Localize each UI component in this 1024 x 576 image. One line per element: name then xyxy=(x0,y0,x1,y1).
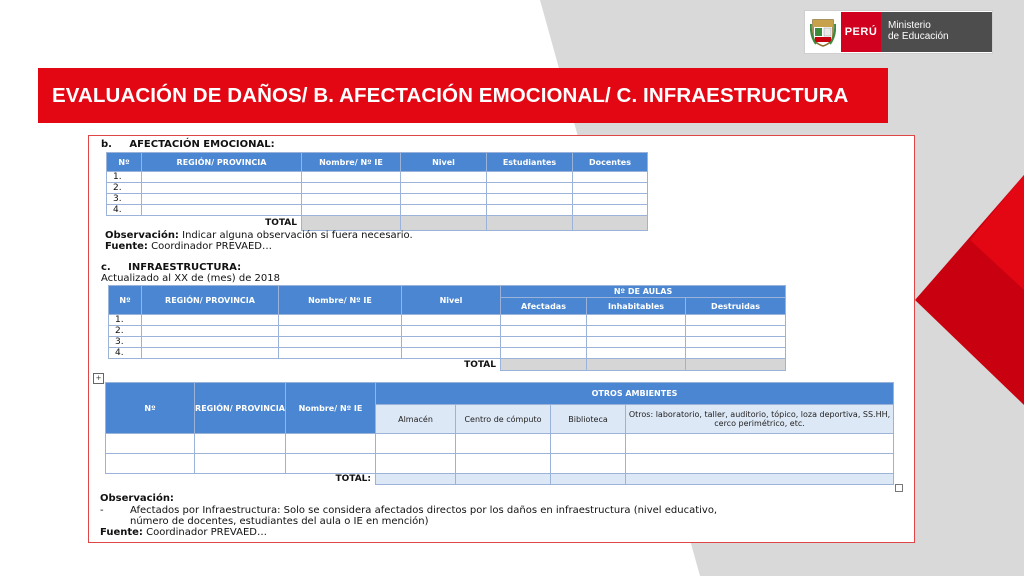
footer-observation-label: Observación: xyxy=(100,493,174,504)
sub-header: Almacén xyxy=(376,405,456,434)
sub-header: Biblioteca xyxy=(551,405,626,434)
sub-header: Inhabitables xyxy=(587,298,686,315)
table-move-handle[interactable]: + xyxy=(93,373,104,384)
table-row xyxy=(107,205,648,216)
table-row xyxy=(109,315,786,326)
row-number: 4. xyxy=(109,348,142,359)
col-header: Nivel xyxy=(401,153,487,172)
ministry-name: Ministerio de Educación xyxy=(881,12,992,52)
total-label: TOTAL: xyxy=(286,474,376,485)
sub-header: Afectadas xyxy=(501,298,587,315)
row-number: 1. xyxy=(109,315,142,326)
col-header: Nombre/ Nº IE xyxy=(279,286,402,315)
section-c-subtitle: Actualizado al XX de (mes) de 2018 xyxy=(101,273,280,284)
slide-title: EVALUACIÓN DE DAÑOS/ B. AFECTACIÓN EMOCIONAL/ C. INFRAESTRUCTURA xyxy=(38,68,888,123)
table-row xyxy=(106,434,894,454)
col-header: Nivel xyxy=(402,286,501,315)
peru-label: PERÚ xyxy=(841,12,881,52)
sub-header: Otros: laboratorio, taller, auditorio, tópico, loza deportiva, SS.HH, cerco perimétrico, etc. xyxy=(626,405,894,434)
col-header: Nº xyxy=(107,153,142,172)
group-header: OTROS AMBIENTES xyxy=(376,383,894,405)
col-header: Docentes xyxy=(573,153,648,172)
total-label: TOTAL xyxy=(402,359,501,371)
table-row xyxy=(109,337,786,348)
row-number: 3. xyxy=(109,337,142,348)
row-number: 2. xyxy=(109,326,142,337)
row-number: 3. xyxy=(107,194,142,205)
section-b-source: Fuente: Coordinador PREVAED… xyxy=(105,241,272,252)
col-header: Nº xyxy=(109,286,142,315)
col-header: Nombre/ Nº IE xyxy=(286,383,376,434)
footer-line-1: Afectados por Infraestructura: Solo se considera afectados directos por los daños en infraestructura (nivel educativo, xyxy=(130,505,718,516)
total-row xyxy=(106,474,894,485)
table-row xyxy=(107,172,648,183)
other-rooms-table xyxy=(105,382,894,485)
emotional-table xyxy=(106,152,648,231)
col-header: Nombre/ Nº IE xyxy=(302,153,401,172)
footer-bullet: - xyxy=(100,505,104,516)
col-header: Estudiantes xyxy=(487,153,573,172)
document-image xyxy=(88,135,915,543)
table-row xyxy=(107,183,648,194)
footer-line-2: número de docentes, estudiantes del aula o IE en mención) xyxy=(130,516,429,527)
section-b-title: b. AFECTACIÓN EMOCIONAL: xyxy=(101,139,275,150)
section-c-title: c. INFRAESTRUCTURA: xyxy=(101,262,242,273)
coat-of-arms-icon xyxy=(805,11,841,53)
col-header: REGIÓN/ PROVINCIA xyxy=(142,153,302,172)
col-header: REGIÓN/ PROVINCIA xyxy=(195,383,286,434)
col-header: REGIÓN/ PROVINCIA xyxy=(142,286,279,315)
section-b-observation: Observación: Indicar alguna observación si fuera necesario. xyxy=(105,230,413,241)
total-label: TOTAL xyxy=(107,216,302,231)
ministry-logo xyxy=(804,10,993,54)
row-number: 2. xyxy=(107,183,142,194)
sub-header: Destruidas xyxy=(686,298,786,315)
row-number: 1. xyxy=(107,172,142,183)
row-number: 4. xyxy=(107,205,142,216)
total-row xyxy=(107,216,648,231)
infrastructure-table xyxy=(108,285,786,371)
total-row xyxy=(109,359,786,371)
table-row xyxy=(109,348,786,359)
sub-header: Centro de cómputo xyxy=(456,405,551,434)
table-row xyxy=(107,194,648,205)
footer-source: Fuente: Coordinador PREVAED… xyxy=(100,527,267,538)
col-header: Nº xyxy=(106,383,195,434)
table-resize-handle[interactable] xyxy=(895,484,903,492)
table-row xyxy=(109,326,786,337)
group-header: Nº DE AULAS xyxy=(501,286,786,298)
table-row xyxy=(106,454,894,474)
